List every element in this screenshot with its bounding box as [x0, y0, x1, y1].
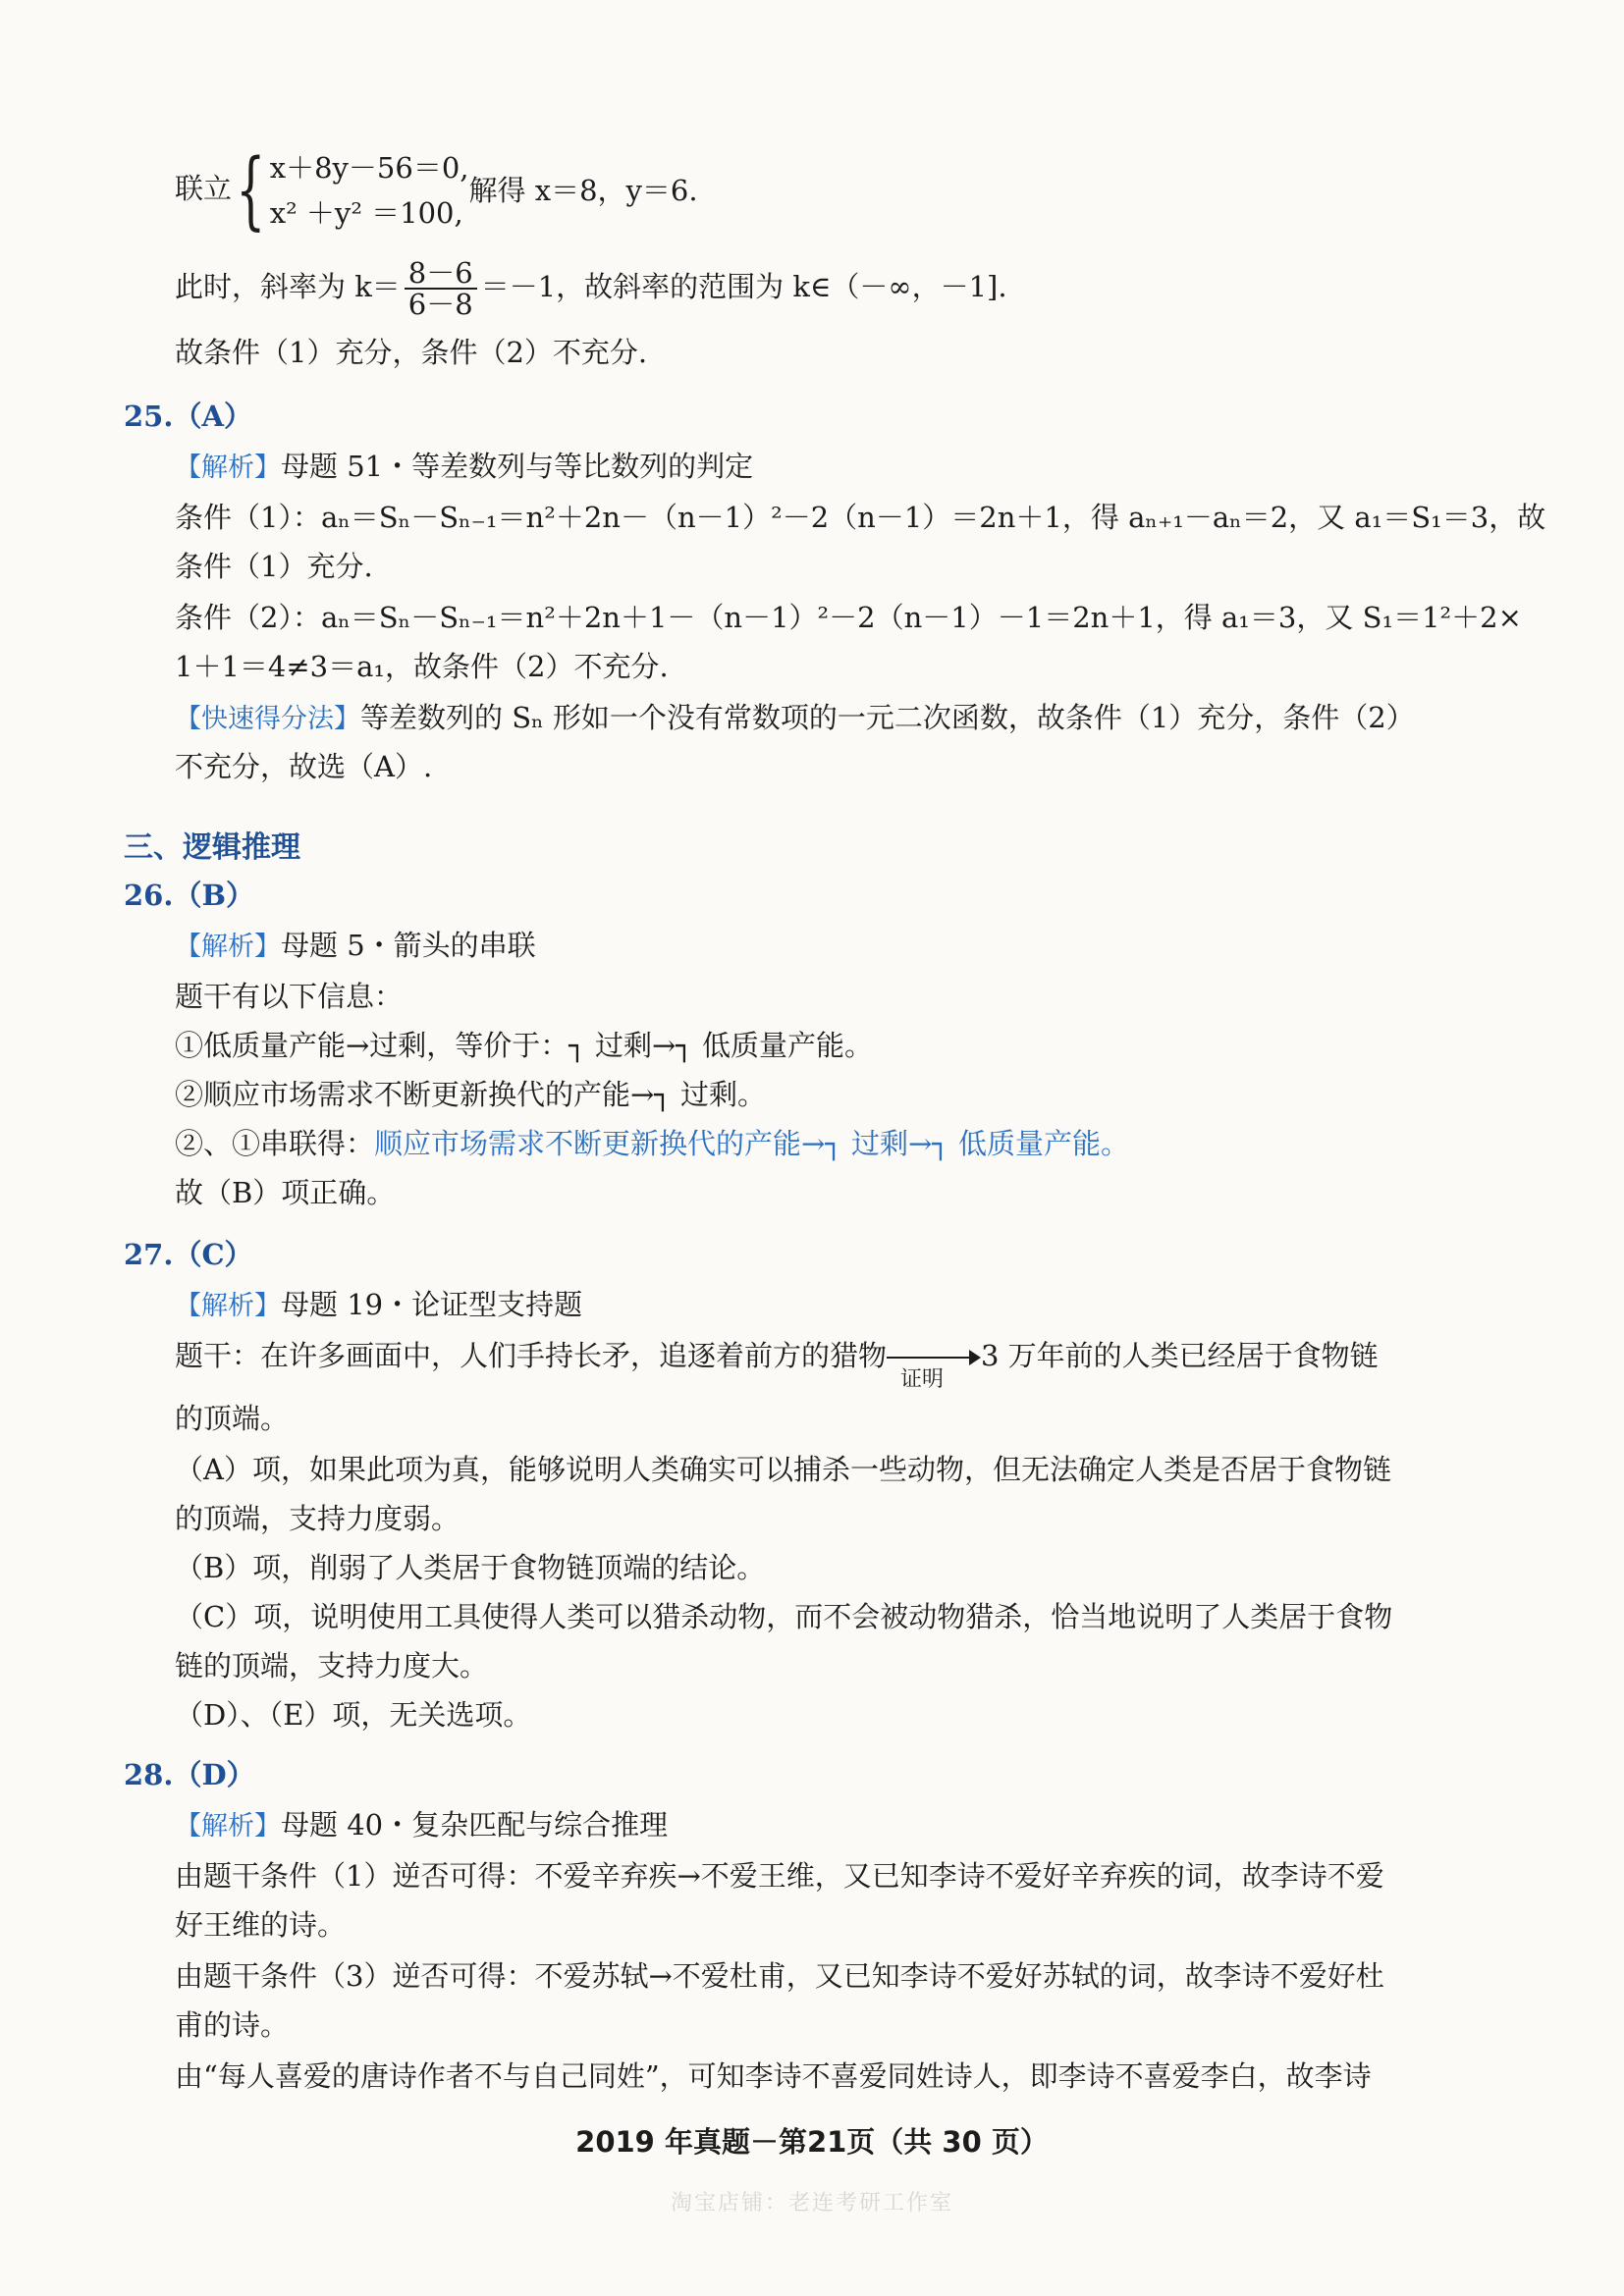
analysis-topic: 母题 5・箭头的串联 — [281, 929, 536, 962]
q28-line1: 由题干条件（1）逆否可得：不爱辛弃疾→不爱王维，又已知李诗不爱好辛弃疾的词，故李诗不爱 — [175, 1859, 1384, 1893]
q26-line2: ①低质量产能→过剩，等价于：┐ 过剩→┐ 低质量产能。 — [175, 1029, 873, 1062]
q26-line3: ②顺应市场需求不断更新换代的产能→┐ 过剩。 — [175, 1078, 766, 1111]
q27-option-c-line1: （C）项，说明使用工具使得人类可以猎杀动物，而不会被动物猎杀，恰当地说明了人类居于食物 — [175, 1600, 1393, 1633]
q28-line5: 由“每人喜爱的唐诗作者不与自己同姓”，可知李诗不喜爱同姓诗人，即李诗不喜爱李白，故李诗 — [175, 2059, 1372, 2093]
stem-conclusion: 3 万年前的人类已经居于食物链 — [981, 1339, 1379, 1372]
q25-quick-method-line1 — [175, 693, 1451, 744]
q27-analysis-header — [175, 1280, 1451, 1331]
slope-line — [175, 255, 1451, 319]
q27-option-a-line2: 的顶端，支持力度弱。 — [175, 1502, 460, 1535]
q27-line2: 的顶端。 — [175, 1402, 290, 1435]
system-solution: 解得 x＝8，y＝6. — [468, 174, 698, 207]
prove-arrow-icon — [887, 1346, 981, 1392]
q26-line4 — [175, 1119, 1451, 1168]
answer-label: （B） — [173, 879, 254, 912]
equation-2: x² ＋y² ＝100, — [269, 196, 463, 230]
answer-label: （C） — [173, 1238, 253, 1271]
q28-line4: 甫的诗。 — [175, 2008, 290, 2042]
q27-option-de: （D）、（E）项，无关选项。 — [175, 1698, 532, 1732]
q25-condition2-line2: 1＋1＝4≠3＝a₁，故条件（2）不充分. — [175, 650, 669, 683]
equation-1: x＋8y－56＝0, — [269, 151, 469, 185]
q25-analysis-header — [175, 442, 1451, 493]
q28-analysis-header — [175, 1800, 1451, 1851]
fraction-numerator: 8－6 — [405, 258, 477, 290]
analysis-tag: 【解析】 — [175, 932, 281, 962]
q27-option-c-line2: 链的顶端，支持力度大。 — [175, 1649, 489, 1682]
q26-line5: 故（B）项正确。 — [175, 1176, 396, 1209]
analysis-tag: 【解析】 — [175, 1291, 281, 1321]
q25-quick-method-line2: 不充分，故选（A）. — [175, 750, 433, 783]
q25-condition1-line2: 条件（1）充分. — [175, 550, 373, 583]
question-number-28: 28.（D） — [124, 1758, 255, 1791]
quick-method-text: 等差数列的 Sₙ 形如一个没有常数项的一元二次函数，故条件（1）充分，条件（2） — [360, 701, 1415, 734]
q28-line2: 好王维的诗。 — [175, 1908, 347, 1942]
analysis-topic: 母题 40・复杂匹配与综合推理 — [281, 1808, 669, 1842]
slope-prefix: 此时，斜率为 k＝ — [175, 270, 401, 303]
stem-text: 题干：在许多画面中，人们手持长矛，追逐着前方的猎物 — [175, 1339, 888, 1372]
q25-condition2-line1: 条件（2）：aₙ＝Sₙ－Sₙ₋₁＝n²＋2n＋1－（n－1）²－2（n－1）－1＝2n＋1，得 a₁＝3，又 S₁＝1²＋2× — [175, 601, 1522, 634]
arrow-label: 证明 — [900, 1367, 945, 1392]
section-heading-logic: 三、逻辑推理 — [124, 830, 300, 865]
chain-highlight: 顺应市场需求不断更新换代的产能→┐ 过剩→┐ 低质量产能。 — [374, 1127, 1129, 1160]
brace: { — [236, 141, 266, 240]
q27-option-b: （B）项，削弱了人类居于食物链顶端的结论。 — [175, 1551, 766, 1584]
q24-conclusion: 故条件（1）充分，条件（2）不充分. — [175, 336, 648, 369]
question-number-25: 25.（A） — [124, 400, 252, 433]
q26-analysis-header — [175, 921, 1451, 972]
quick-method-tag: 【快速得分法】 — [175, 704, 360, 734]
equation-system — [175, 141, 1451, 240]
fraction-denominator: 6－8 — [407, 288, 473, 321]
page-footer: 2019 年真题－第21页（共 30 页） — [575, 2125, 1049, 2159]
analysis-tag: 【解析】 — [175, 1811, 281, 1842]
question-number-26: 26.（B） — [124, 879, 254, 912]
analysis-topic: 母题 19・论证型支持题 — [281, 1288, 583, 1321]
q26-line1: 题干有以下信息： — [175, 980, 404, 1013]
analysis-topic: 母题 51・等差数列与等比数列的判定 — [281, 450, 754, 483]
q25-condition1-line1: 条件（1）：aₙ＝Sₙ－Sₙ₋₁＝n²＋2n－（n－1）²－2（n－1）＝2n＋1，得 aₙ₊₁－aₙ＝2，又 a₁＝S₁＝3，故 — [175, 501, 1546, 534]
answer-label: （A） — [173, 400, 252, 433]
watermark-text: 淘宝店铺：老连考研工作室 — [670, 2191, 953, 2216]
system-equations — [270, 145, 469, 236]
answer-label: （D） — [173, 1758, 255, 1791]
q28-line3: 由题干条件（3）逆否可得：不爱苏轼→不爱杜甫，又已知李诗不爱好苏轼的词，故李诗不爱好杜 — [175, 1959, 1384, 1993]
chain-prefix: ②、①串联得： — [175, 1127, 375, 1160]
analysis-tag: 【解析】 — [175, 453, 281, 483]
slope-fraction — [405, 258, 477, 319]
q27-option-a-line1: （A）项，如果此项为真，能够说明人类确实可以捕杀一些动物，但无法确定人类是否居于食物链 — [175, 1453, 1391, 1486]
question-number-27: 27.（C） — [124, 1238, 253, 1271]
system-prefix: 联立 — [175, 172, 233, 205]
q27-line1 — [175, 1331, 1451, 1392]
slope-suffix: ＝－1，故斜率的范围为 k∈（－∞，－1]. — [480, 270, 1007, 303]
